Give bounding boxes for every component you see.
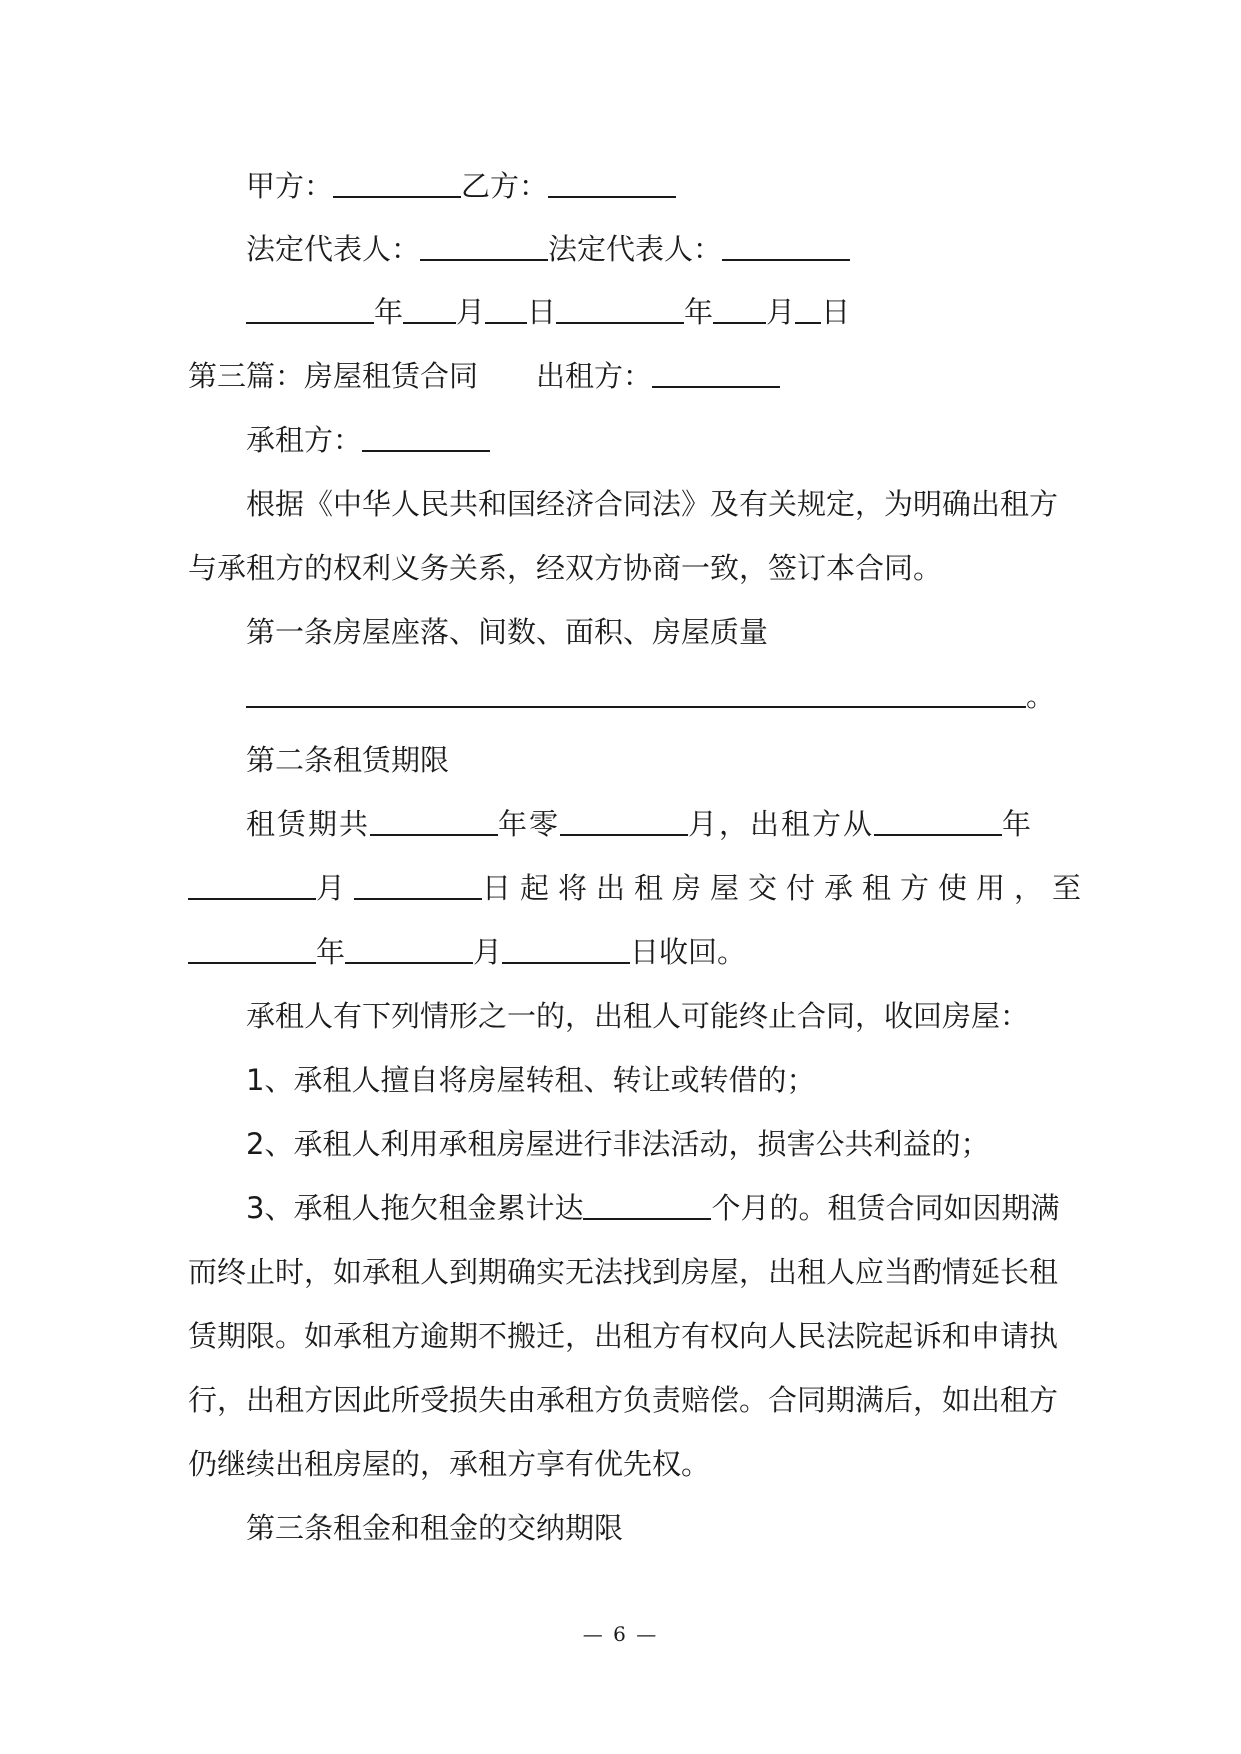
item-3-text-b: 个月的。租赁合同如因期满 <box>711 1191 1060 1225</box>
lessee-label: 承租方： <box>246 423 363 457</box>
month-label: 月 <box>456 295 486 329</box>
lease-years-blank <box>370 834 498 836</box>
article-2-line-1 <box>246 804 1033 844</box>
date-b-day-blank <box>795 322 821 324</box>
article-1-heading: 第一条房屋座落、间数、面积、房屋质量 <box>246 615 769 649</box>
party-a-label: 甲方： <box>246 169 334 203</box>
date-a-day-blank <box>485 322 527 324</box>
article-1-blank <box>246 706 1026 708</box>
page-number: — 6 — <box>582 1622 659 1646</box>
year-label: 年 <box>374 295 404 329</box>
party-b-label: 乙方： <box>461 169 549 203</box>
rep-a-blank <box>420 259 548 261</box>
article-1-fill-line <box>246 676 1055 716</box>
article-2-line-3 <box>188 932 746 972</box>
start-year-blank <box>874 834 1002 836</box>
end-month-blank <box>345 962 473 964</box>
representative-line <box>246 229 850 269</box>
termination-cont-1: 而终止时，如承租人到期确实无法找到房屋，出租人应当酌情延长租 <box>188 1255 1059 1289</box>
lessee-line <box>246 420 490 460</box>
section-title-line <box>188 356 780 396</box>
article-2-line-2 <box>188 868 1090 908</box>
end-day-blank <box>502 962 630 964</box>
rep-b-label: 法定代表人： <box>548 232 723 266</box>
termination-item-3 <box>246 1188 1059 1228</box>
intro-line-2: 与承租方的权利义务关系，经双方协商一致，签订本合同。 <box>188 551 943 585</box>
day-label: 日 <box>527 295 557 329</box>
lessor-from-label: 月，出租方从 <box>688 807 875 841</box>
end-year-blank <box>188 962 316 964</box>
article-1-end-mark: 。 <box>1026 679 1056 713</box>
rep-b-blank <box>722 259 850 261</box>
day-label: 日 <box>821 295 851 329</box>
end-year-label: 年 <box>316 935 346 969</box>
end-month-label: 月 <box>473 935 503 969</box>
date-a-month-blank <box>403 322 456 324</box>
lessor-label: 出租方： <box>536 359 653 393</box>
date-b-month-blank <box>713 322 766 324</box>
start-month-label: 月 <box>316 871 355 905</box>
party-b-blank <box>548 196 676 198</box>
years-and-label: 年零 <box>498 807 561 841</box>
date-line <box>246 292 850 332</box>
item-3-text-a: 3、承租人拖欠租金累计达 <box>246 1191 584 1225</box>
rep-a-label: 法定代表人： <box>246 232 421 266</box>
start-year-label: 年 <box>1002 807 1034 841</box>
start-month-blank <box>188 898 316 900</box>
termination-cont-3: 行，出租方因此所受损失由承租方负责赔偿。合同期满后，如出租方 <box>188 1383 1059 1417</box>
termination-intro: 承租人有下列情形之一的，出租人可能终止合同，收回房屋： <box>246 999 1030 1033</box>
lessor-blank <box>652 386 780 388</box>
termination-item-1: 1、承租人擅自将房屋转租、转让或转借的； <box>246 1063 816 1097</box>
termination-item-2: 2、承租人利用承租房屋进行非法活动，损害公共利益的； <box>246 1127 990 1161</box>
article-2-heading: 第二条租赁期限 <box>246 743 450 777</box>
year-label: 年 <box>684 295 714 329</box>
date-b-year-blank <box>556 322 684 324</box>
intro-line-1: 根据《中华人民共和国经济合同法》及有关规定，为明确出租方 <box>246 487 1059 521</box>
lessee-blank <box>362 450 490 452</box>
start-day-blank <box>354 898 482 900</box>
end-day-label: 日收回。 <box>630 935 747 969</box>
lease-months-blank <box>560 834 688 836</box>
party-line <box>246 166 676 206</box>
lease-term-label: 租赁期共 <box>246 807 371 841</box>
termination-cont-2: 赁期限。如承租方逾期不搬迁，出租方有权向人民法院起诉和申请执 <box>188 1319 1059 1353</box>
month-label: 月 <box>766 295 796 329</box>
date-a-year-blank <box>246 322 374 324</box>
party-a-blank <box>333 196 461 198</box>
handover-text: 日起将出租房屋交付承租方使用，至 <box>482 871 1091 905</box>
arrears-months-blank <box>583 1218 711 1220</box>
termination-cont-4: 仍继续出租房屋的，承租方享有优先权。 <box>188 1447 711 1481</box>
article-3-heading: 第三条租金和租金的交纳期限 <box>246 1511 624 1545</box>
section-title: 第三篇：房屋租赁合同 <box>188 359 479 393</box>
